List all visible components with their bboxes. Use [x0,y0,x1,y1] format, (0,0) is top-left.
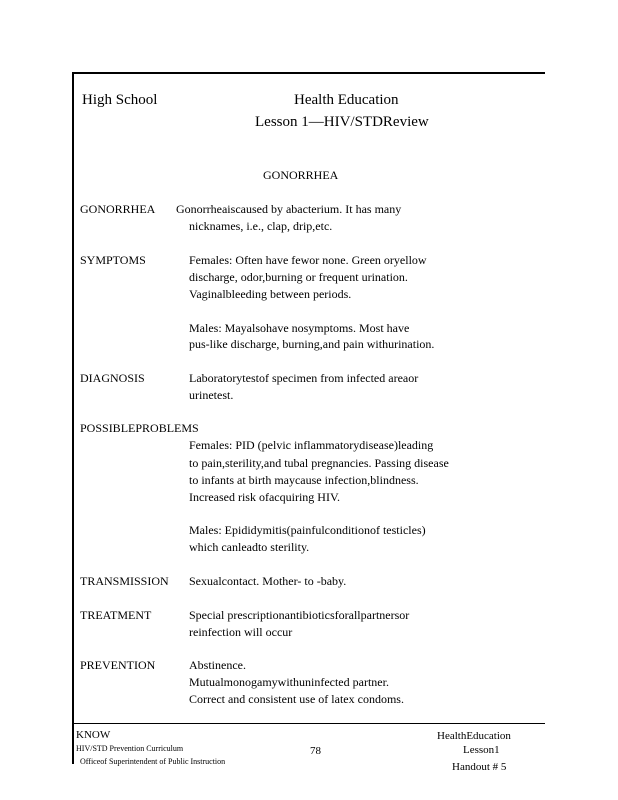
section-label-symptoms: SYMPTOMS [80,253,146,267]
section-label-possible-problems: POSSIBLEPROBLEMS [80,421,199,435]
header-subject: Health Education [294,92,399,108]
gonorrhea-line-2: nicknames, i.e., clap, drip,etc. [189,219,333,233]
footer-office: Officeof Superintendent of Public Instruction [80,757,226,766]
footer-handout: Handout # 5 [452,761,507,773]
section-label-transmission: TRANSMISSION [80,574,169,588]
symptoms-males-line: pus-like discharge, burning,and pain withurination. [189,337,435,351]
section-label-treatment: TREATMENT [80,608,152,622]
gonorrhea-line-1: Gonorrheaiscaused by abacterium. It has many [176,202,402,216]
bottom-rule [72,723,545,724]
diagnosis-line: Laboratorytestof specimen from infected areaor [189,371,419,385]
treatment-line: Special prescriptionantibioticsforallpartnersor [189,608,410,622]
problems-females-line: to pain,sterility,and tubal pregnancies. Passing disease [189,456,449,470]
prevention-line: Correct and consistent use of latex condoms. [189,692,404,706]
prevention-line: Mutualmonogamywithuninfected partner. [189,675,389,689]
section-label-prevention: PREVENTION [80,658,156,672]
problems-females-line: to infants at birth maycause infection,blindness. [189,473,419,487]
problems-females-line: Females: PID (pelvic inflammatorydisease)leading [189,438,434,452]
section-label-gonorrhea: GONORRHEA [80,202,156,216]
transmission-text: Sexualcontact. Mother- to -baby. [189,574,347,588]
section-label-diagnosis: DIAGNOSIS [80,371,145,385]
treatment-line: reinfection will occur [189,625,293,639]
footer-page-number: 78 [310,745,321,757]
footer-lesson: Lesson1 [463,744,500,756]
prevention-line: Abstinence. [189,658,246,672]
diagnosis-line: urinetest. [189,388,234,402]
symptoms-females-line: Vaginalbleeding between periods. [189,287,352,301]
left-rule [72,72,74,764]
problems-males-line: Males: Epididymitis(painfulconditionof testicles) [189,523,426,537]
page-title: GONORRHEA [263,168,339,182]
footer-curriculum: HIV/STD Prevention Curriculum [76,744,184,753]
symptoms-females-line: Females: Often have fewor none. Green oryellow [189,253,427,267]
symptoms-females-line: discharge, odor,burning or frequent urination. [189,270,408,284]
problems-females-line: Increased risk ofacquiring HIV. [189,490,341,504]
header-lesson: Lesson 1—HIV/STDReview [255,114,429,130]
symptoms-males-line: Males: Mayalsohave nosymptoms. Most have [189,321,410,335]
footer-know: KNOW [76,729,111,741]
problems-males-line: which canleadto sterility. [189,540,310,554]
footer-health-education: HealthEducation [437,730,511,742]
top-rule [72,72,545,74]
header-school: High School [82,92,158,108]
